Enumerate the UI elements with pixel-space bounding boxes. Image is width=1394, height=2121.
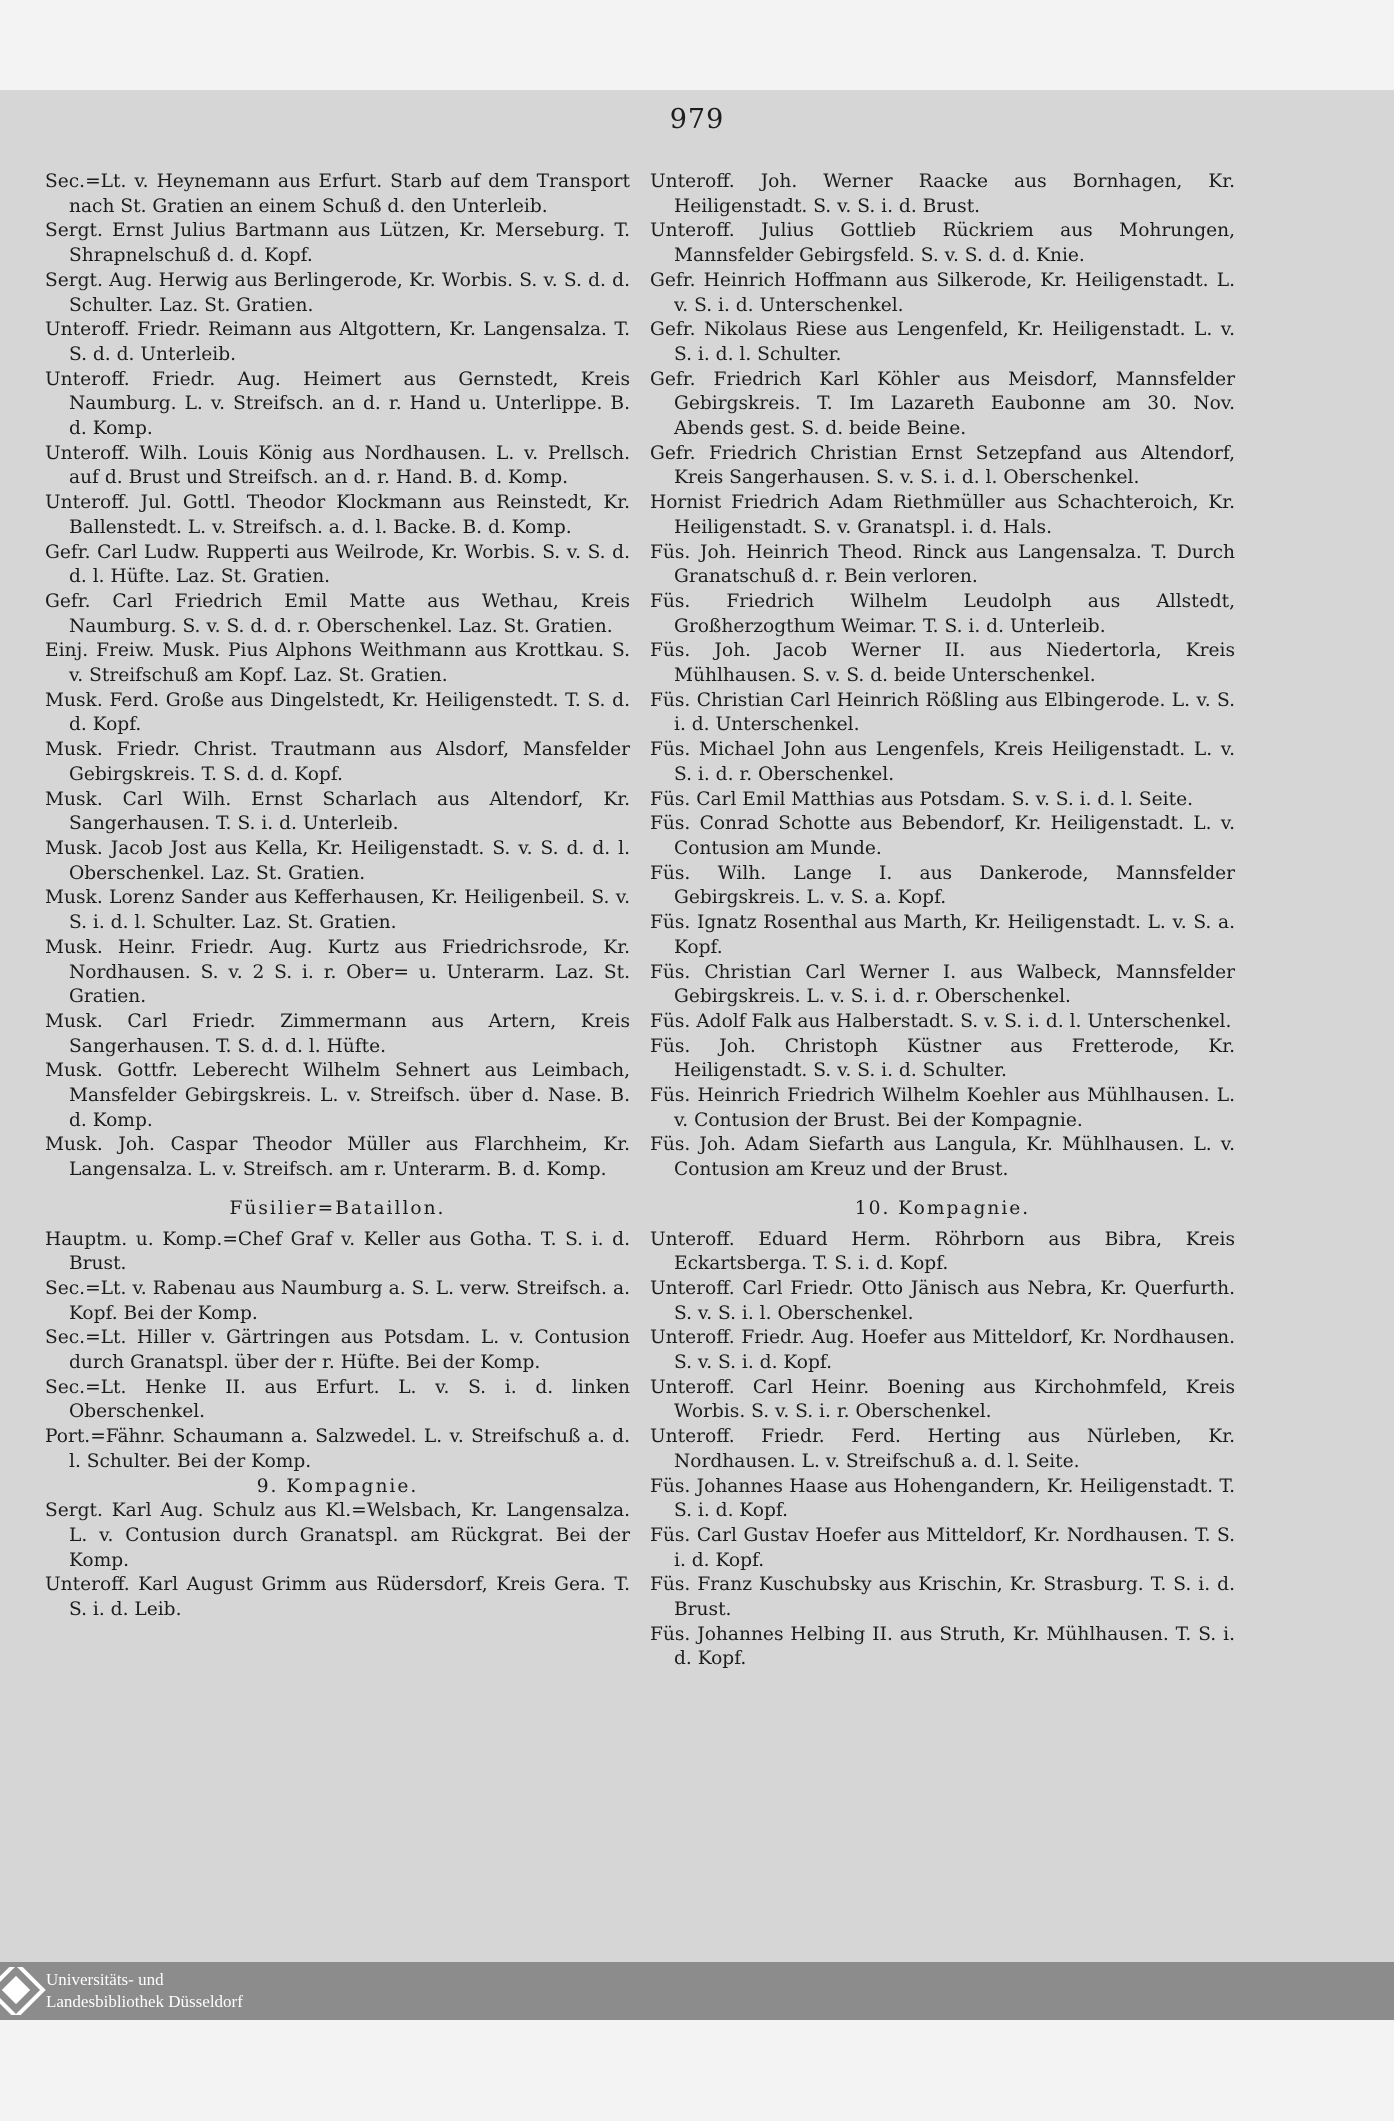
casualty-entry: Unteroff. Karl August Grimm aus Rüdersdorf, Kreis Gera. T. S. i. d. Leib. xyxy=(45,1574,630,1621)
casualty-entry: Unteroff. Eduard Herm. Röhrborn aus Bibra, Kreis Eckartsberga. T. S. i. d. Kopf. xyxy=(650,1228,1235,1275)
library-name-line1: Universitäts- und xyxy=(46,1970,164,1989)
casualty-entry: Gefr. Heinrich Hoffmann aus Silkerode, Kr. Heiligenstadt. L. v. S. i. d. Unterschenkel. xyxy=(650,269,1235,316)
casualty-entry: Musk. Carl Wilh. Ernst Scharlach aus Altendorf, Kr. Sangerhausen. T. S. i. d. Unterleib. xyxy=(45,788,630,835)
library-name xyxy=(46,1969,243,2013)
casualty-entry: Musk. Gottfr. Leberecht Wilhelm Sehnert aus Leimbach, Mansfelder Gebirgskreis. L. v. Streifsch. über d. Nase. B. d. Komp. xyxy=(45,1060,630,1131)
casualty-entry: Unteroff. Friedr. Aug. Heimert aus Gernstedt, Kreis Naumburg. L. v. Streifsch. an d. r. Hand u. Unterlippe. B. d. Komp. xyxy=(45,368,630,440)
casualty-entry: Sec.=Lt. Hiller v. Gärtringen aus Potsdam. L. v. Contusion durch Granatspl. über der r. Hüfte. Bei der Komp. xyxy=(45,1327,630,1374)
casualty-entry: Unteroff. Carl Friedr. Otto Jänisch aus Nebra, Kr. Querfurth. S. v. S. i. l. Oberschenkel. xyxy=(650,1277,1235,1324)
casualty-entry: Füs. Joh. Adam Siefarth aus Langula, Kr. Mühlhausen. L. v. Contusion am Kreuz und der Brust. xyxy=(650,1134,1235,1181)
library-name-line2: Landesbibliothek Düsseldorf xyxy=(46,1992,243,2011)
casualty-entry: Füs. Christian Carl Werner I. aus Walbeck, Mannsfelder Gebirgskreis. L. v. S. i. d. r. Oberschenkel. xyxy=(650,961,1235,1008)
casualty-entry: Füs. Carl Emil Matthias aus Potsdam. S. v. S. i. d. l. Seite. xyxy=(650,788,1193,810)
casualty-entry: Musk. Friedr. Christ. Trautmann aus Alsdorf, Mansfelder Gebirgskreis. T. S. d. d. Kopf. xyxy=(45,739,630,785)
casualty-entry: Füs. Ignatz Rosenthal aus Marth, Kr. Heiligenstadt. L. v. S. a. Kopf. xyxy=(650,912,1235,958)
casualty-entry: Unteroff. Friedr. Ferd. Herting aus Nürleben, Kr. Nordhausen. L. v. Streifschuß a. d. l. Seite. xyxy=(650,1426,1235,1472)
casualty-entry: Gefr. Nikolaus Riese aus Lengenfeld, Kr. Heiligenstadt. L. v. S. i. d. l. Schulter. xyxy=(650,319,1235,365)
casualty-entry: Unteroff. Friedr. Aug. Hoefer aus Mitteldorf, Kr. Nordhausen. S. v. S. i. d. Kopf. xyxy=(650,1327,1235,1374)
casualty-entry: Hauptm. u. Komp.=Chef Graf v. Keller aus Gotha. T. S. i. d. Brust. xyxy=(45,1228,630,1275)
casualty-entry: Füs. Michael John aus Lengenfels, Kreis Heiligenstadt. L. v. S. i. d. r. Oberschenkel. xyxy=(650,739,1235,785)
casualty-entry: Unteroff. Jul. Gottl. Theodor Klockmann aus Reinstedt, Kr. Ballenstedt. L. v. Streifsch. a. d. l. Backe. B. d. Komp. xyxy=(45,492,630,538)
casualty-entry: Unteroff. Wilh. Louis König aus Nordhausen. L. v. Prellsch. auf d. Brust und Streifsch. an d. r. Hand. B. d. Komp. xyxy=(45,442,630,489)
casualty-entry: Füs. Conrad Schotte aus Bebendorf, Kr. Heiligenstadt. L. v. Contusion am Munde. xyxy=(650,813,1235,859)
casualty-entry: Musk. Ferd. Große aus Dingelstedt, Kr. Heiligenstedt. T. S. d. d. Kopf. xyxy=(45,689,630,736)
library-footer xyxy=(0,1962,1394,2020)
page-margin-bottom xyxy=(0,2020,1394,2121)
casualty-entry: Gefr. Friedrich Karl Köhler aus Meisdorf, Mannsfelder Gebirgskreis. T. Im Lazareth Eaubonne am 30. Nov. Abends gest. S. d. beide Beine. xyxy=(650,368,1235,440)
casualty-entry: Füs. Friedrich Wilhelm Leudolph aus Allstedt, Großherzogthum Weimar. T. S. i. d. Unterleib. xyxy=(650,590,1235,637)
casualty-entry: Unteroff. Friedr. Reimann aus Altgottern, Kr. Langensalza. T. S. d. d. Unterleib. xyxy=(45,319,630,365)
casualty-entry: Sergt. Aug. Herwig aus Berlingerode, Kr. Worbis. S. v. S. d. d. Schulter. Laz. St. Gratien. xyxy=(45,269,630,316)
ulb-diamond-logo-icon xyxy=(0,1967,46,2015)
casualty-entry: Unteroff. Carl Heinr. Boening aus Kirchohmfeld, Kreis Worbis. S. v. S. i. r. Oberschenkel. xyxy=(650,1376,1235,1423)
casualty-entry: Füs. Christian Carl Heinrich Rößling aus Elbingerode. L. v. S. i. d. Unterschenkel. xyxy=(650,689,1235,736)
casualty-entry: Sergt. Karl Aug. Schulz aus Kl.=Welsbach, Kr. Langensalza. L. v. Contusion durch Granatspl. am Rückgrat. Bei der Komp. xyxy=(45,1500,630,1571)
casualty-entry: Gefr. Carl Ludw. Rupperti aus Weilrode, Kr. Worbis. S. v. S. d. d. l. Hüfte. Laz. St. Gratien. xyxy=(45,541,630,588)
casualty-entry: Sec.=Lt. Henke II. aus Erfurt. L. v. S. i. d. linken Oberschenkel. xyxy=(45,1376,630,1423)
casualty-entry: Port.=Fähnr. Schaumann a. Salzwedel. L. v. Streifschuß a. d. l. Schulter. Bei der Komp. xyxy=(45,1426,630,1472)
casualty-entry: Musk. Jacob Jost aus Kella, Kr. Heiligenstadt. S. v. S. d. d. l. Oberschenkel. Laz. St. Gratien. xyxy=(45,837,630,884)
section-heading: Füsilier=Bataillon. xyxy=(229,1197,446,1219)
casualty-entry: Musk. Lorenz Sander aus Kefferhausen, Kr. Heiligenbeil. S. v. S. i. d. l. Schulter. Laz. St. Gratien. xyxy=(45,887,630,934)
casualty-entry: Musk. Joh. Caspar Theodor Müller aus Flarchheim, Kr. Langensalza. L. v. Streifsch. am r. Unterarm. B. d. Komp. xyxy=(45,1134,630,1181)
casualty-entry: Füs. Franz Kuschubsky aus Krischin, Kr. Strasburg. T. S. i. d. Brust. xyxy=(650,1574,1235,1621)
casualty-entry: Sec.=Lt. v. Heynemann aus Erfurt. Starb auf dem Transport nach St. Gratien an einem Schuß d. den Unterleib. xyxy=(45,171,630,217)
casualty-entry: Füs. Heinrich Friedrich Wilhelm Koehler aus Mühlhausen. L. v. Contusion der Brust. Bei der Kompagnie. xyxy=(650,1085,1235,1131)
casualty-entry: Füs. Carl Gustav Hoefer aus Mitteldorf, Kr. Nordhausen. T. S. i. d. Kopf. xyxy=(650,1524,1235,1571)
casualty-entry: Einj. Freiw. Musk. Pius Alphons Weithmann aus Krottkau. S. v. Streifschuß am Kopf. Laz. St. Gratien. xyxy=(45,640,630,687)
casualty-entry: Unteroff. Joh. Werner Raacke aus Bornhagen, Kr. Heiligenstadt. S. v. S. i. d. Brust. xyxy=(650,171,1235,217)
section-heading: 9. Kompagnie. xyxy=(256,1475,419,1497)
casualty-entry: Füs. Johannes Helbing II. aus Struth, Kr. Mühlhausen. T. S. i. d. Kopf. xyxy=(650,1623,1235,1670)
section-heading: 10. Kompagnie. xyxy=(854,1197,1031,1219)
page-number: 979 xyxy=(669,104,725,135)
casualty-entry: Füs. Johannes Haase aus Hohengandern, Kr. Heiligenstadt. T. S. i. d. Kopf. xyxy=(650,1475,1235,1522)
casualty-entry: Hornist Friedrich Adam Riethmüller aus Schachteroich, Kr. Heiligenstadt. S. v. Granatspl. i. d. Hals. xyxy=(650,492,1235,538)
casualty-entry: Musk. Heinr. Friedr. Aug. Kurtz aus Friedrichsrode, Kr. Nordhausen. S. v. 2 S. i. r. Ober= u. Unterarm. Laz. St. Gratien. xyxy=(45,936,630,1008)
casualty-entry: Sergt. Ernst Julius Bartmann aus Lützen, Kr. Merseburg. T. Shrapnelschuß d. d. Kopf. xyxy=(45,220,630,267)
casualty-entry: Füs. Adolf Falk aus Halberstadt. S. v. S. i. d. l. Unterschenkel. xyxy=(650,1010,1232,1032)
casualty-entry: Füs. Joh. Christoph Küstner aus Fretterode, Kr. Heiligenstadt. S. v. S. i. d. Schulter. xyxy=(650,1035,1235,1082)
left-column xyxy=(45,170,630,1623)
casualty-entry: Füs. Wilh. Lange I. aus Dankerode, Mannsfelder Gebirgskreis. L. v. S. a. Kopf. xyxy=(650,862,1235,909)
casualty-entry: Füs. Joh. Heinrich Theod. Rinck aus Langensalza. T. Durch Granatschuß d. r. Bein verloren. xyxy=(650,541,1235,588)
casualty-entry: Musk. Carl Friedr. Zimmermann aus Artern, Kreis Sangerhausen. T. S. d. d. l. Hüfte. xyxy=(45,1010,630,1057)
casualty-entry: Füs. Joh. Jacob Werner II. aus Niedertorla, Kreis Mühlhausen. S. v. S. d. beide Unterschenkel. xyxy=(650,640,1235,687)
casualty-entry: Gefr. Carl Friedrich Emil Matte aus Wethau, Kreis Naumburg. S. v. S. d. d. r. Oberschenkel. Laz. St. Gratien. xyxy=(45,590,630,637)
casualty-entry: Sec.=Lt. v. Rabenau aus Naumburg a. S. L. verw. Streifsch. a. Kopf. Bei der Komp. xyxy=(45,1277,630,1324)
page-margin-top xyxy=(0,0,1394,90)
casualty-entry: Gefr. Friedrich Christian Ernst Setzepfand aus Altendorf, Kreis Sangerhausen. S. v. S. i. d. l. Oberschenkel. xyxy=(650,442,1235,489)
casualty-entry: Unteroff. Julius Gottlieb Rückriem aus Mohrungen, Mannsfelder Gebirgsfeld. S. v. S. d. d. Knie. xyxy=(650,220,1235,267)
right-column xyxy=(650,170,1235,1672)
